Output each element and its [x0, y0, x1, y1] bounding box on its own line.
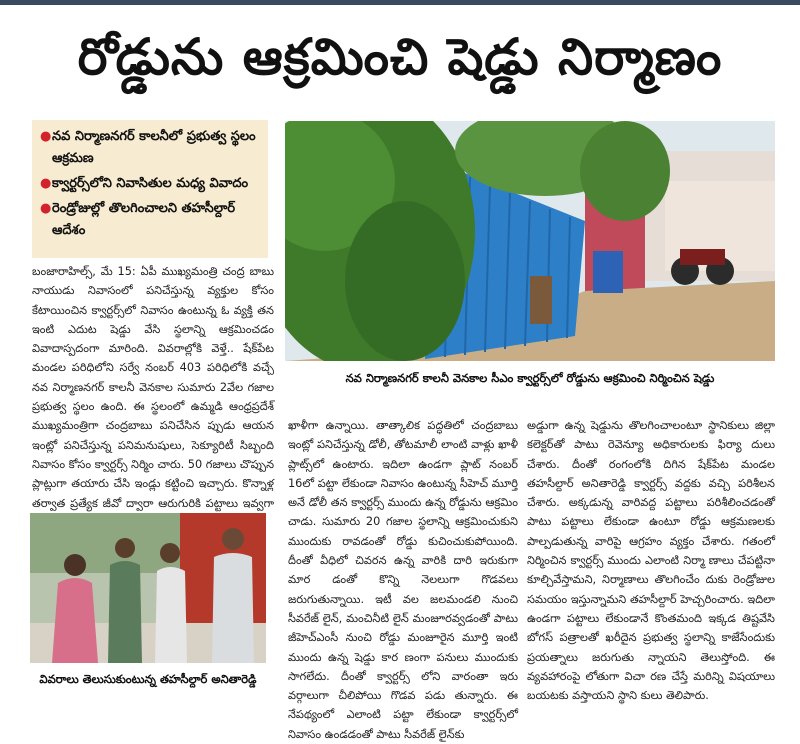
shed-photo — [285, 121, 775, 361]
highlight-text: నవ నిర్మాణనగర్ కాలనీలో ప్రభుత్వ స్థలం ఆక్రమణ — [52, 129, 256, 166]
main-photo-caption: నవ నిర్మాణనగర్ కాలనీ వెనకాల సీఎం క్వార్టర్స్‌లో రోడ్డును ఆక్రమించి నిర్మించిన షెడ్డు — [345, 371, 715, 385]
bullet-icon: ● — [40, 129, 52, 144]
article-text: అడ్డుగా ఉన్న షెడ్డును తొలగించాలంటూ స్థానికులు జిల్లా కలెక్టర్‌తో పాటు రెవెన్యూ అధికారులకు ఫిర్యా దులు చేశారు. దీంతో రంగంలోకి దిగిన షేక్‌పేట మండల తహసీల్దార్ అనితారెడ్డి క్వార్టర్స్ వద్దకు వచ్చి పరిశీలన చేశారు. అక్కడున్న వారివద్ద పట్టాలు పరిశీలించడంతో పాటు పట్టాలు లేకుండా ఉంటూ రోడ్డు ఆక్రమణలకు పాల్పడుతున్న వారిపై ఆగ్రహం వ్యక్తం చేశారు. గతంలో నిర్మించిన క్వార్టర్స్ ముందు ఎలాంటి నిర్మా ణాలు చేపట్టినా కూల్చివేస్తామని, నిర్మాణాలు తొలగించేం దుకు రెండ్రోజుల సమయం ఇస్తున్నామని తహసీల్దార్ హెచ్చరించారు. ఇదిలా ఉండగా పట్టాలు లేకుండానే కొంతమంది ఇక్కడ తిష్టవేసి బోగస్ పత్రాలతో ఖరీదైన ప్రభుత్వ స్థలాన్ని కాజేసేందుకు ప్రయత్నాలు జరుగుతు న్నాయని తెలుస్తోంది. ఈ వ్యవహారంపై లోతుగా విచా రణ చేస్తే మరిన్ని విషయాలు బయటకు వస్తాయని స్థాని కులు తెలిపారు. — [527, 419, 775, 703]
article-text: ఖాళీగా ఉన్నాయి. తాత్కాలిక పద్ధతిలో చంద్రబాబు ఇంట్లో పనిచేస్తున్న డోలీ, తోటమాలీ లాంటి వాళ్లు ఖాళీ ప్లాట్స్‌లో ఉంటారు. ఇదిలా ఉండగా ప్లాట్ నంబర్ 16లో పట్టా లేకుండా నివాసం ఉంటున్న సీహెచ్ మూర్తి అనే డోలీ తన క్వార్టర్స్ ముందు ఉన్న రోడ్డును ఆక్రమిం చాడు. సుమారు 20 గజాల స్థలాన్ని ఆక్రమించుకుని ముందుకు రావడంతో రోడ్డు కుచించుకుపోయింది. దీంతో వీధిలో చివరన ఉన్న వారికి దారి ఇరుకుగా మార డంతో కొన్ని నెలలుగా గొడవలు జరుగుతున్నాయి. ఇటీ వల జలమండలి నుంచి సీవరేజ్ లైన్, మంచినీటి లైన్ మంజూరవ్వడంతో పాటు జీహెచ్ఎంసీ నుంచి రోడ్డు మంజూరైన మూర్తి ఇంటి ముందు ఉన్న షెడ్డు కార ణంగా పనులు ముందుకు సాగలేదు. దీంతో క్వార్టర్స్‌ లోని వారంతా ఇరు వర్గాలుగా చీలిపోయి గొడవ పడు తున్నారు. ఈ నేపథ్యంలో ఎలాంటి పట్టా లేకుండా క్వార్టర్స్‌లో నివాసం ఉండడంతో పాటు సీవరేజ్ లైన్‌కు — [288, 419, 518, 741]
highlight-text: క్వార్టర్స్‌లోని నివాసితుల మధ్య వివాదం — [52, 176, 249, 191]
highlight-item — [40, 173, 260, 195]
small-photo-caption: వివరాలు తెలుసుకుంటున్న తహసీల్దార్ అనితారెడ్డి — [39, 672, 257, 686]
bullet-icon: ● — [40, 201, 52, 216]
highlight-text: రెండ్రోజుల్లో తొలగించాలని తహసీల్దార్ ఆదేశం — [52, 201, 236, 238]
shed-photo-illustration — [285, 121, 775, 361]
officials-photo — [30, 513, 266, 663]
highlight-item — [40, 198, 260, 242]
bullet-icon: ● — [40, 176, 52, 191]
highlights-box — [32, 120, 268, 258]
article-text: బంజారాహిల్స్, మే 15: ఏపీ ముఖ్యమంత్రి చంద్ర బాబు నాయుడు నివాసంలో పనిచేస్తున్న వ్యక్తుల కోసం కేటాయించిన క్వార్టర్స్‌లో నివాసం ఉంటున్న ఓ వ్యక్తి తన ఇంటి ఎదుట షెడ్డు వేసి స్థలాన్ని ఆక్రమించడం వివాదాస్పదంగా మారింది. వివరాల్లోకి వెళ్తే.. షేక్‌పేట మండల పరిధిలోని సర్వే నంబర్ 403 పరిధిలోకి వచ్చే నవ నిర్మాణనగర్ కాలనీ వెనకాల సుమారు 2వేల గజాల ప్రభుత్వ స్థలం ఉంది. ఈ స్థలంలో ఉమ్మడి ఆంధ్రప్రదేశ్ ముఖ్యమంత్రిగా చంద్రబాబు పనిచేసిన ప్పుడు ఆయన ఇంట్లో పనిచేస్తున్న పనిమనుషులు, సెక్యూరిటీ సిబ్బంది నివాసం కోసం క్వార్టర్స్ నిర్మిం చారు. 50 గజాలు చొప్పున ప్లాట్లుగా తయారు చేసి ఇండ్లు కట్టించి ఇచ్చారు. కొన్నాళ్ల తర్వాత ప్రత్యేక జీవో ద్వారా ఆరుగురికి పట్టాలు ఇవ్వగా — [32, 265, 274, 510]
article-column-right — [527, 416, 775, 705]
headline: రోడ్డును ఆక్రమించి షెడ్డు నిర్మాణం — [77, 28, 723, 86]
officials-photo-illustration — [30, 513, 266, 663]
top-color-bar — [0, 0, 800, 5]
article-column-middle — [288, 416, 518, 744]
highlight-item — [40, 126, 260, 170]
article-column-left — [32, 262, 274, 532]
